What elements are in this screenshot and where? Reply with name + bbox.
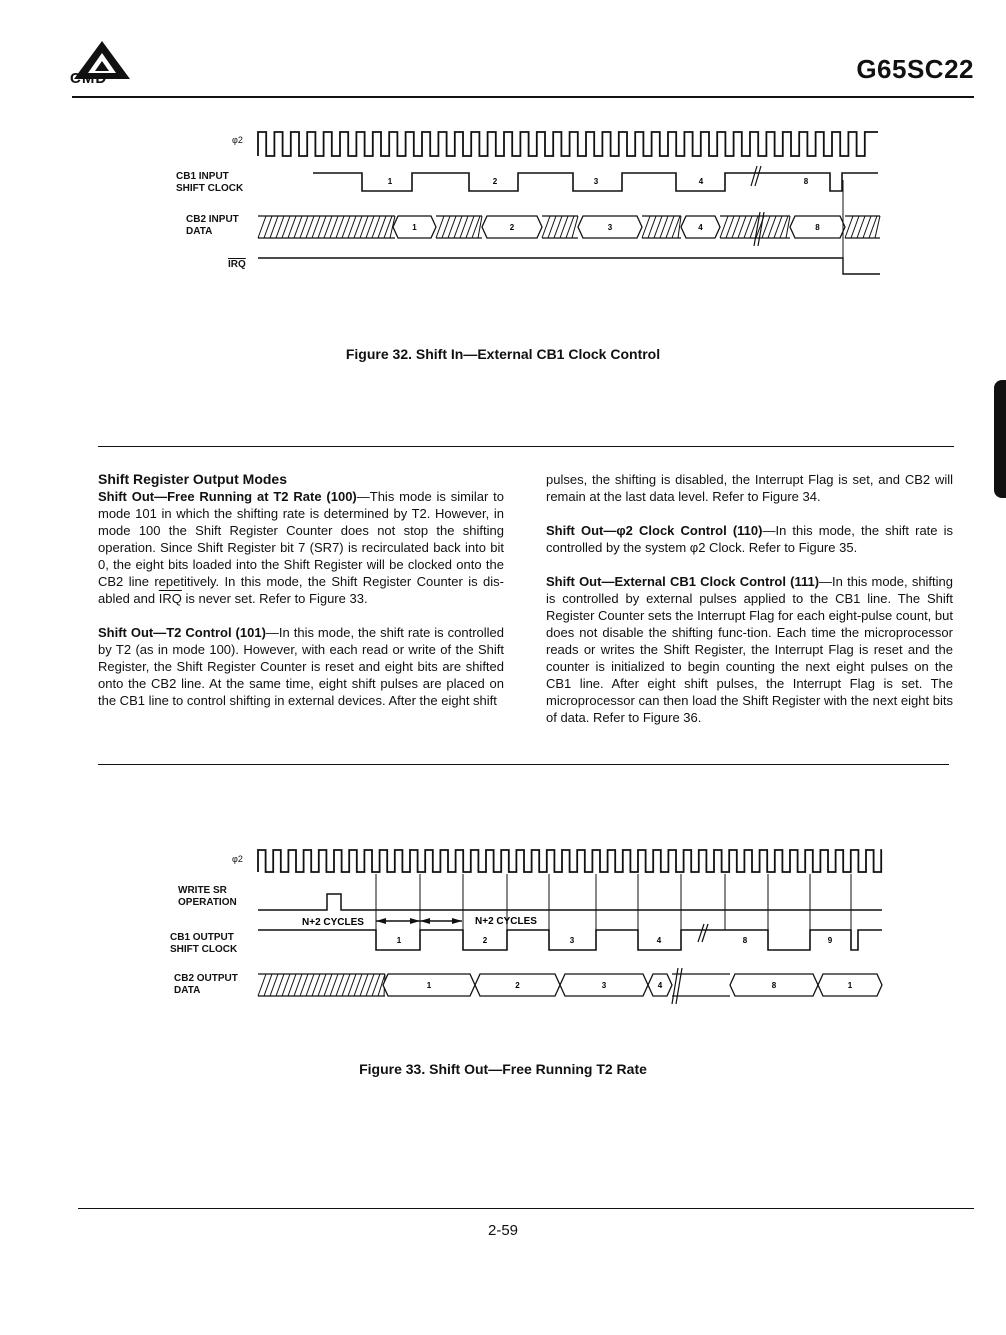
fig33-phi-label: φ2 bbox=[232, 854, 243, 864]
fig32-phi2-clock bbox=[258, 132, 878, 156]
fig33-phi2-clock bbox=[258, 850, 882, 872]
header-rule bbox=[72, 96, 974, 98]
fig33-cb1-pulse-label: 2 bbox=[482, 936, 488, 945]
fig33-arrow-head bbox=[410, 918, 420, 924]
fig32-irq-waveform bbox=[258, 258, 880, 274]
part-number: G65SC22 bbox=[856, 54, 974, 84]
section-tab-marker bbox=[994, 380, 1006, 498]
fig32-cb2-bit-label: 8 bbox=[815, 223, 820, 232]
fig33-arrow-head bbox=[452, 918, 462, 924]
text-column-left bbox=[98, 471, 504, 726]
fig33-cb2-label: CB2 OUTPUT DATA bbox=[174, 973, 238, 996]
fig33-arrow-head bbox=[420, 918, 430, 924]
fig32-cb2-dontcare-gap bbox=[642, 216, 681, 238]
fig33-timing-diagram bbox=[0, 830, 1006, 1030]
fig33-cb1-pulse-label: 1 bbox=[396, 936, 402, 945]
fig32-cb2-bit-label: 4 bbox=[698, 223, 703, 232]
fig32-cb2-bit-label: 3 bbox=[607, 223, 613, 232]
section-rule-top bbox=[98, 446, 954, 447]
fig32-timing-diagram bbox=[0, 110, 1006, 410]
fig32-caption: Figure 32. Shift In—External CB1 Clock Control bbox=[345, 346, 661, 362]
fig32-cb1-pulse-label: 3 bbox=[593, 177, 599, 186]
fig33-cb2-bit-label: 1 bbox=[426, 981, 432, 990]
fig33-caption: Figure 33. Shift Out—Free Running T2 Rate bbox=[359, 1061, 647, 1077]
fig32-cb2-dontcare bbox=[258, 216, 395, 238]
text-column-right bbox=[546, 471, 953, 743]
fig33-cb2-bit-label: 2 bbox=[515, 981, 520, 990]
fig32-cb1-pulse-label: 4 bbox=[698, 177, 704, 186]
page-number: 2-59 bbox=[487, 1222, 519, 1239]
fig33-write-label: WRITE SR OPERATION bbox=[178, 885, 237, 908]
fig33-cb2-bit-label: 4 bbox=[657, 981, 663, 990]
fig32-cb1-pulse-label: 2 bbox=[492, 177, 498, 186]
section-rule-bottom bbox=[98, 764, 949, 765]
fig32-cb1-pulse-label: 8 bbox=[803, 177, 809, 186]
paragraph-mode-100: Shift Out—Free Running at T2 Rate (100)—This mode is similar to mode 101 in which the shifting rate is determined by T2. However, in mode 100 the Shift Register Counter does not stop the shifting operation. Since Shift Register bit 7 (SR7) is recirculated back into bit 0, the eight bits loaded into the Shift Register will be clocked onto the CB2 line repetitively. In this mode, the Shift Register Counter is dis-abled and $\overline{IRQ}$ is never set. Refer to Figure 33. bbox=[98, 489, 505, 606]
fig33-cb2-bit-label: 3 bbox=[601, 981, 607, 990]
fig33-cb1-label: CB1 OUTPUT SHIFT CLOCK bbox=[170, 932, 238, 955]
fig33-cb2-bit-label: 1 bbox=[847, 981, 853, 990]
fig32-cb2-bit-label: 1 bbox=[412, 223, 417, 232]
fig32-cb2-dontcare-gap bbox=[845, 216, 880, 238]
fig32-cb2-dontcare-gap bbox=[436, 216, 482, 238]
fig33-cb1-pulse-label: 9 bbox=[827, 936, 833, 945]
logo-text: CMD bbox=[70, 70, 108, 87]
paragraph-mode-101-cont: pulses, the shifting is disabled, the Interrupt Flag is set, and CB2 will remain at the last data level. Refer to Figure 34. bbox=[546, 472, 953, 504]
fig32-phi-label: φ2 bbox=[232, 135, 243, 145]
fig33-write-waveform bbox=[258, 894, 882, 910]
fig33-arrow-head bbox=[376, 918, 386, 924]
fig32-cb1-pulse-label: 1 bbox=[387, 177, 393, 186]
fig32-cb2-bit-label: 2 bbox=[509, 223, 515, 232]
fig32-cb1-label: CB1 INPUT SHIFT CLOCK bbox=[176, 171, 244, 194]
section-heading: Shift Register Output Modes bbox=[98, 471, 287, 487]
fig33-cb2-dontcare bbox=[258, 974, 385, 996]
fig33-cycles-label-2: N+2 CYCLES bbox=[475, 916, 537, 927]
fig32-cb2-label: CB2 INPUT DATA bbox=[186, 214, 239, 237]
fig33-cb1-pulse-label: 3 bbox=[569, 936, 575, 945]
fig32-cb2-dontcare-gap bbox=[720, 216, 790, 238]
fig33-cb1-pulse-label: 8 bbox=[742, 936, 748, 945]
fig32-irq-label: $\overline{IRQ}$ bbox=[228, 259, 246, 270]
fig33-cb2-bit-label: 8 bbox=[771, 981, 777, 990]
fig32-cb2-dontcare-gap bbox=[542, 216, 578, 238]
fig33-cb1-pulse-label: 4 bbox=[656, 936, 662, 945]
paragraph-mode-111: Shift Out—External CB1 Clock Control (111)—In this mode, shifting is controlled by external pulses applied to the CB1 line. The Shift Register Counter sets the Interrupt Flag for each eight-pulse count, but does not disable the shifting func-tion. Each time the microprocessor reads or writes the Shift Register, the Interrupt Flag is reset and the counter is initialized to begin counting the next eight pulses on the CB1 line. After eight shift pulses, the Interrupt Flag is set. The microprocessor can then load the Shift Register with the next eight bits of data. Refer to Figure 36. bbox=[546, 574, 954, 725]
paragraph-mode-110: Shift Out—φ2 Clock Control (110)—In this mode, the shift rate is controlled by the system φ2 Clock. Refer to Figure 35. bbox=[546, 523, 954, 555]
footer-rule bbox=[78, 1208, 974, 1209]
fig33-cycles-label-1: N+2 CYCLES bbox=[302, 917, 364, 928]
paragraph-mode-101: Shift Out—T2 Control (101)—In this mode, the shift rate is controlled by T2 (as in mode 100). However, with each read or write of the Shift Register, the Shift Register Counter is reset and eight bits are shifted onto the CB2 line. At the same time, eight shift pulses are placed on the CB1 line to control shifting in external devices. After the eight shift bbox=[98, 625, 504, 708]
